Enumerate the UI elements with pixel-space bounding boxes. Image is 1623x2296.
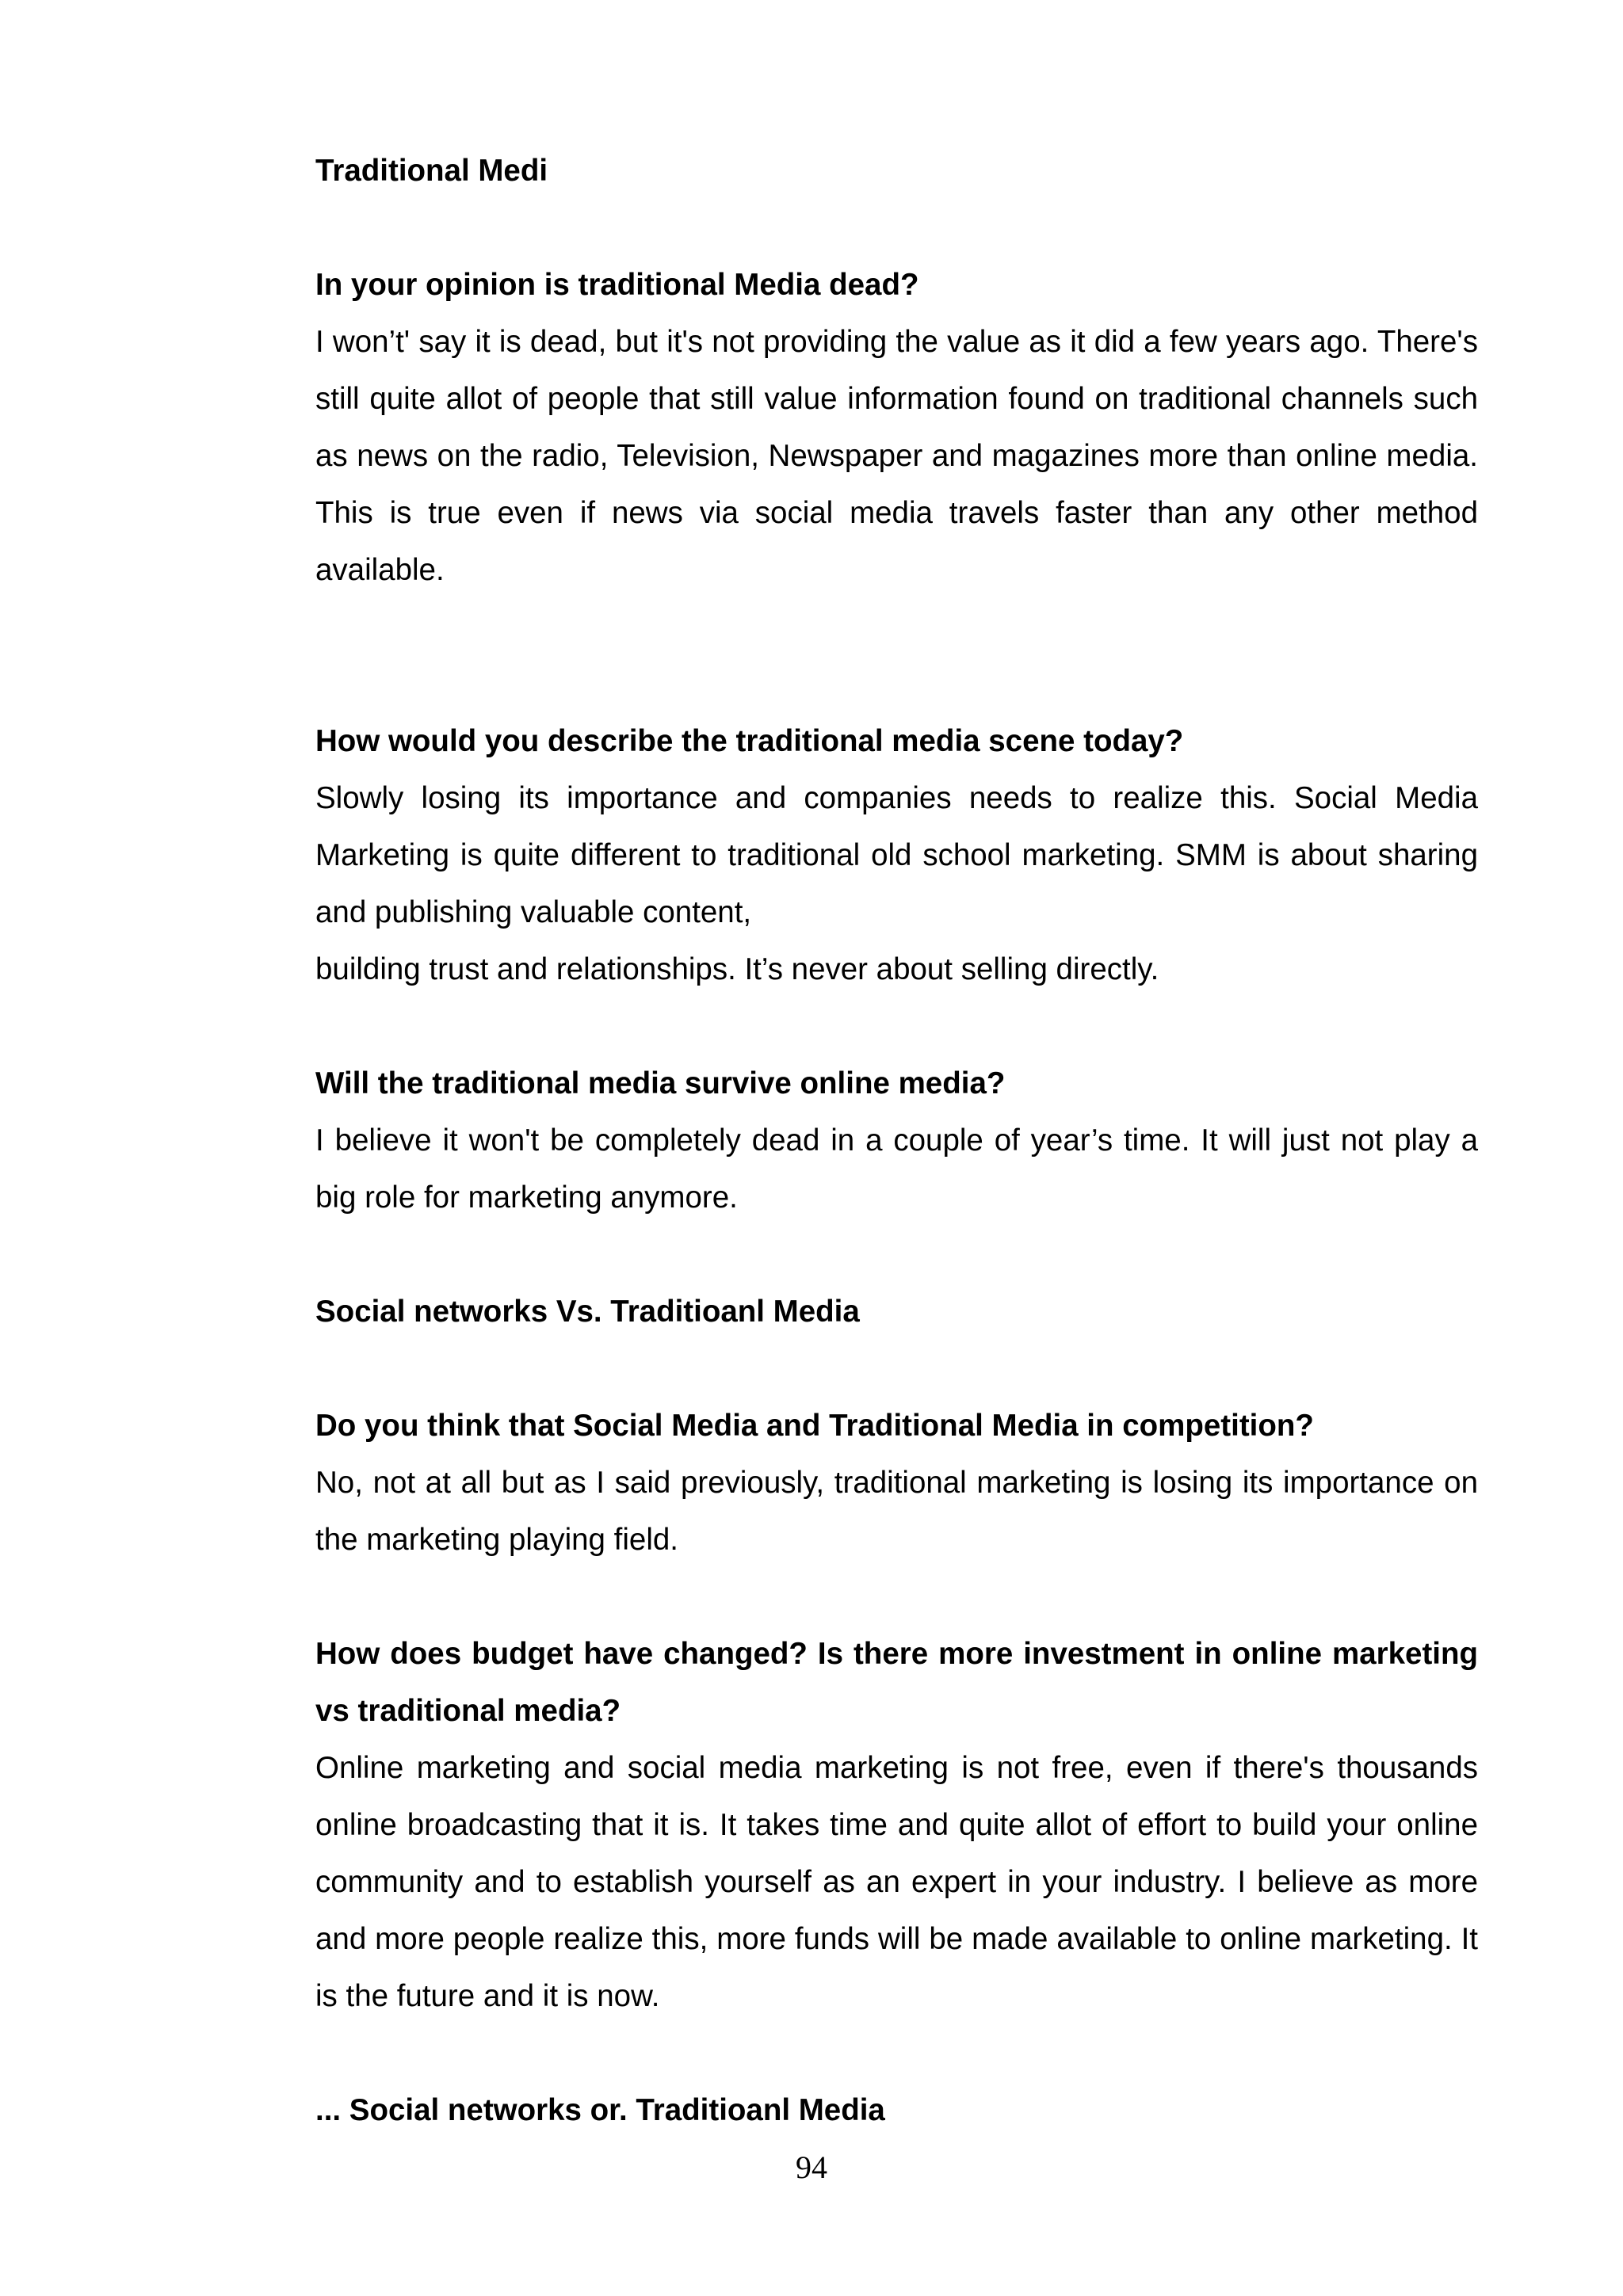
section-title-2: Social networks Vs. Traditioanl Media xyxy=(315,1295,860,1329)
spacer xyxy=(315,1226,1478,1283)
question-3: Will the traditional media survive online media? xyxy=(315,1066,1006,1100)
spacer xyxy=(315,200,1478,257)
question-1: In your opinion is traditional Media dead? xyxy=(315,268,919,302)
question-4: Do you think that Social Media and Traditional Media in competition? xyxy=(315,1409,1314,1443)
answer-5: Online marketing and social media marketing is not free, even if there's thousands online broadcasting that it is. It takes time and quite allot of effort to build your online community and to establish yourself as an expert in your industry. I believe as more and more people realize this, more funds will be made available to online marketing. It is the future and it is now. xyxy=(315,1751,1478,2013)
answer-2-part-1: Slowly losing its importance and companies needs to realize this. Social Media Marketing is quite different to traditional old school marketing. SMM is about sharing and publishing valuable content, xyxy=(315,781,1478,929)
spacer xyxy=(315,1569,1478,1626)
page-number: 94 xyxy=(796,2149,827,2185)
spacer xyxy=(315,1341,1478,1398)
section-title: Traditional Medi xyxy=(315,154,548,188)
spacer xyxy=(315,2025,1478,2082)
answer-1: I won’t' say it is dead, but it's not providing the value as it did a few years ago. There's still quite allot of people that still value information found on traditional channels such as news on the radio, Television, Newspaper and magazines more than online media. This is true even if news via social media travels faster than any other method available. xyxy=(315,325,1478,587)
page-content xyxy=(315,143,1478,2139)
spacer xyxy=(315,599,1478,713)
question-5: How does budget have changed? Is there more investment in online marketing vs traditional media? xyxy=(315,1637,1478,1728)
answer-2-part-2: building trust and relationships. It’s never about selling directly. xyxy=(315,952,1159,986)
continuation-title: ... Social networks or. Traditioanl Media xyxy=(315,2093,885,2127)
spacer xyxy=(315,998,1478,1055)
answer-3: I believe it won't be completely dead in a couple of year’s time. It will just not play a big role for marketing anymore. xyxy=(315,1123,1478,1215)
answer-4: No, not at all but as I said previously, traditional marketing is losing its importance on the marketing playing field. xyxy=(315,1466,1478,1557)
question-2: How would you describe the traditional media scene today? xyxy=(315,724,1184,758)
